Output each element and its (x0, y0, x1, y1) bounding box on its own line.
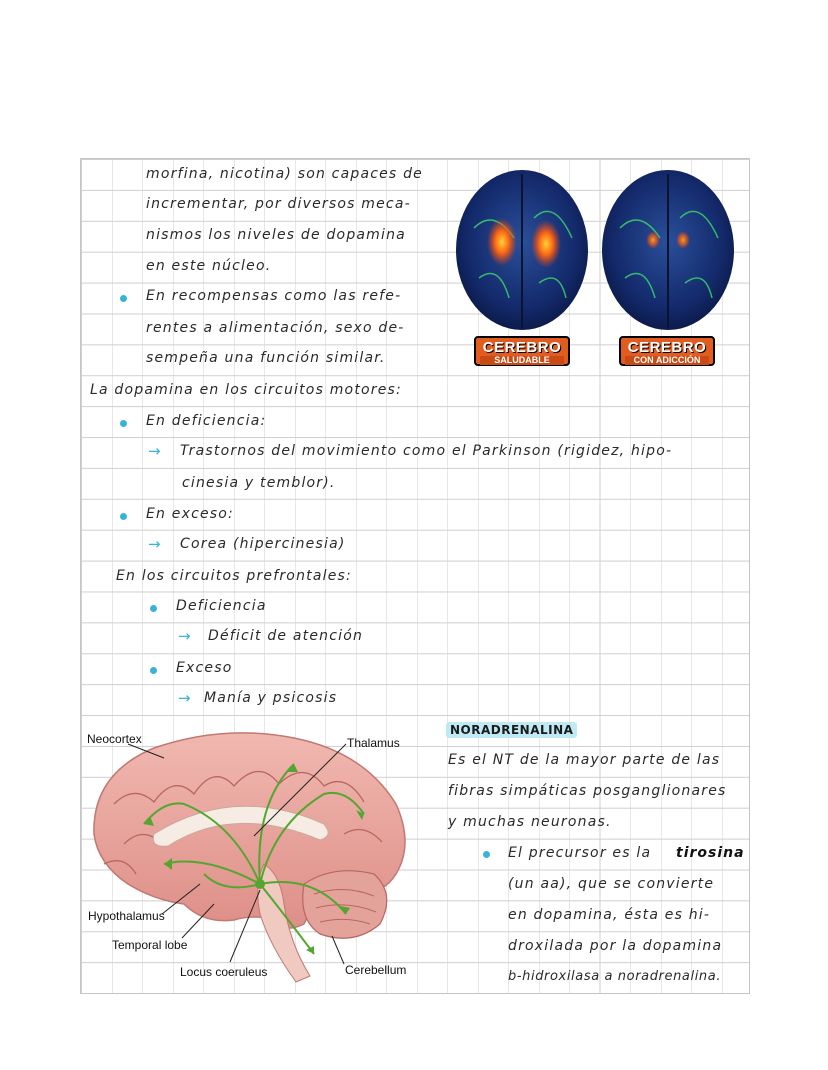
arrow-right-icon: → (178, 627, 191, 645)
note-line: En deficiencia: (146, 413, 267, 429)
bullet-dot (150, 605, 157, 612)
note-line: en dopamina, ésta es hi- (508, 907, 711, 923)
note-line: Deficiencia (176, 598, 267, 614)
bullet-dot (120, 420, 127, 427)
badge-subtitle: CON ADICCIÓN (625, 356, 709, 365)
noradrenalina-title: NORADRENALINA (446, 722, 577, 738)
section-heading-prefrontal: En los circuitos prefrontales: (116, 568, 352, 584)
note-line: y muchas neuronas. (448, 814, 612, 830)
note-line: en este núcleo. (146, 258, 272, 274)
note-line: Corea (hipercinesia) (180, 536, 346, 552)
note-line: Es el NT de la mayor parte de las (448, 752, 721, 768)
badge-title: CEREBRO (482, 339, 562, 356)
note-line: sempeña una función similar. (146, 350, 386, 366)
note-line: Déficit de atención (208, 628, 364, 644)
bullet-dot (483, 851, 490, 858)
label-temporal-lobe: Temporal lobe (112, 938, 188, 952)
bullet-dot (120, 295, 127, 302)
label-cerebellum: Cerebellum (345, 963, 407, 977)
label-locus-coeruleus: Locus coeruleus (180, 965, 268, 979)
note-line: rentes a alimentación, sexo de- (146, 320, 405, 336)
note-line: morfina, nicotina) son capaces de (146, 166, 423, 182)
note-line: incrementar, por diversos meca- (146, 196, 411, 212)
note-line: En exceso: (146, 506, 234, 522)
note-line: fibras simpáticas posganglionares (448, 783, 727, 799)
note-line: nismos los niveles de dopamina (146, 227, 406, 243)
note-line: (un aa), que se convierte (508, 876, 715, 892)
arrow-right-icon: → (178, 689, 191, 707)
healthy-brain-scan (456, 170, 588, 330)
note-line: b-hidroxilasa a noradrenalina. (508, 969, 722, 984)
note-line: Manía y psicosis (204, 690, 338, 706)
label-neocortex: Neocortex (87, 732, 142, 746)
note-line: droxilada por la dopamina (508, 938, 723, 954)
note-line: En recompensas como las refe- (146, 288, 402, 304)
badge-title: CEREBRO (627, 339, 707, 356)
section-heading-motor: La dopamina en los circuitos motores: (90, 382, 402, 398)
label-hypothalamus: Hypothalamus (88, 909, 165, 923)
healthy-brain-badge (474, 336, 570, 366)
addicted-brain-scan (602, 170, 734, 330)
label-thalamus: Thalamus (347, 736, 400, 750)
note-line: Exceso (176, 660, 233, 676)
bullet-dot (120, 513, 127, 520)
bullet-dot (150, 667, 157, 674)
arrow-right-icon: → (148, 442, 161, 460)
note-line: Trastornos del movimiento como el Parkinson (rigidez, hipo- (180, 443, 673, 459)
addicted-brain-badge (619, 336, 715, 366)
highlight-tirosina: tirosina (676, 845, 745, 861)
arrow-right-icon: → (148, 535, 161, 553)
note-line: El precursor es la (508, 845, 652, 861)
note-line: cinesia y temblor). (182, 475, 336, 491)
badge-subtitle: SALUDABLE (480, 356, 564, 365)
